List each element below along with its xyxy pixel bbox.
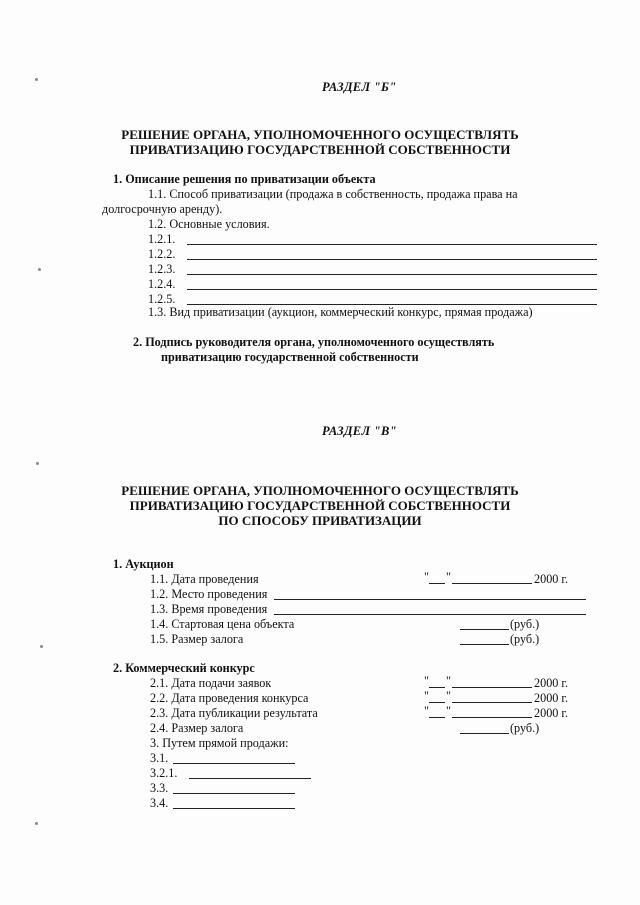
- condition-line[interactable]: [187, 244, 597, 245]
- direct-sale-item-label: 3.4.: [150, 796, 169, 810]
- direct-sale-item-field[interactable]: [173, 763, 295, 764]
- condition-label: 1.2.3.: [148, 262, 176, 276]
- open-quote: ": [424, 570, 429, 584]
- close-quote: ": [446, 570, 451, 584]
- contest-hold-day-field[interactable]: [429, 702, 445, 703]
- direct-sale-item-label: 3.1.: [150, 751, 169, 765]
- contest-title: 2. Коммерческий конкурс: [113, 661, 255, 675]
- condition-line[interactable]: [187, 289, 597, 290]
- auction-time-field[interactable]: [274, 614, 586, 615]
- section-b-heading-line1: РЕШЕНИЕ ОРГАНА, УПОЛНОМОЧЕННОГО ОСУЩЕСТВЛЯТЬ: [121, 127, 519, 142]
- direct-sale-item-field[interactable]: [173, 808, 295, 809]
- open-quote: ": [424, 689, 429, 703]
- auction-place-label: 1.2. Место проведения: [150, 587, 268, 601]
- direct-sale-item-label: 3.2.1.: [150, 766, 178, 780]
- rub-label: (руб.): [510, 632, 540, 646]
- auction-start-price-label: 1.4. Стартовая цена объекта: [150, 617, 295, 631]
- contest-publish-date-label: 2.3. Дата публикации результата: [150, 706, 318, 720]
- direct-sale-item-field[interactable]: [173, 793, 295, 794]
- condition-line[interactable]: [187, 259, 597, 260]
- open-quote: ": [424, 674, 429, 688]
- contest-apply-date-label: 2.1. Дата подачи заявок: [150, 676, 272, 690]
- close-quote: ": [446, 674, 451, 688]
- section-v-heading-line3: ПО СПОСОБУ ПРИВАТИЗАЦИИ: [218, 513, 422, 528]
- auction-day-field[interactable]: [429, 583, 445, 584]
- item1-3: 1.3. Вид приватизации (аукцион, коммерческий конкурс, прямая продажа): [148, 305, 533, 319]
- contest-hold-date-label: 2.2. Дата проведения конкурса: [150, 691, 309, 705]
- contest-hold-month-field[interactable]: [452, 702, 532, 703]
- condition-label: 1.2.4.: [148, 277, 176, 291]
- section-v-heading-line2: ПРИВАТИЗАЦИЮ ГОСУДАРСТВЕННОЙ СОБСТВЕННОСТИ: [129, 498, 511, 513]
- contest-deposit-field[interactable]: [460, 733, 509, 734]
- contest-deposit-label: 2.4. Размер залога: [150, 721, 244, 735]
- section-b-heading-line2: ПРИВАТИЗАЦИЮ ГОСУДАРСТВЕННОЙ СОБСТВЕННОСТИ: [129, 142, 511, 157]
- rub-label: (руб.): [510, 617, 540, 631]
- item2-line1: 2. Подпись руководителя органа, уполномоченного осуществлять: [133, 335, 495, 349]
- margin-mark: [36, 462, 39, 465]
- open-quote: ": [424, 704, 429, 718]
- condition-label: 1.2.2.: [148, 247, 176, 261]
- section-v-title: РАЗДЕЛ "В": [322, 424, 397, 438]
- contest-publish-day-field[interactable]: [429, 717, 445, 718]
- condition-label: 1.2.5.: [148, 292, 176, 306]
- auction-month-field[interactable]: [452, 583, 532, 584]
- condition-label: 1.2.1.: [148, 232, 176, 246]
- item1-title: 1. Описание решения по приватизации объекта: [113, 172, 376, 186]
- year-label: 2000 г.: [534, 572, 569, 586]
- rub-label: (руб.): [510, 721, 540, 735]
- margin-mark: [40, 645, 43, 648]
- auction-start-price-field[interactable]: [460, 629, 509, 630]
- year-label: 2000 г.: [534, 676, 569, 690]
- margin-mark: [38, 268, 41, 271]
- item1-2: 1.2. Основные условия.: [148, 217, 270, 231]
- section-v-heading-line1: РЕШЕНИЕ ОРГАНА, УПОЛНОМОЧЕННОГО ОСУЩЕСТВЛЯТЬ: [121, 483, 519, 498]
- margin-mark: [35, 822, 38, 825]
- year-label: 2000 г.: [534, 691, 569, 705]
- direct-sale-title: 3. Путем прямой продажи:: [150, 736, 289, 750]
- margin-mark: [35, 78, 38, 81]
- close-quote: ": [446, 689, 451, 703]
- auction-time-label: 1.3. Время проведения: [150, 602, 268, 616]
- direct-sale-item-label: 3.3.: [150, 781, 169, 795]
- section-b-title: РАЗДЕЛ "Б": [322, 80, 397, 94]
- auction-title: 1. Аукцион: [113, 557, 174, 571]
- direct-sale-item-field[interactable]: [189, 778, 311, 779]
- auction-deposit-label: 1.5. Размер залога: [150, 632, 244, 646]
- auction-place-field[interactable]: [274, 599, 586, 600]
- contest-apply-day-field[interactable]: [429, 687, 445, 688]
- condition-line[interactable]: [187, 274, 597, 275]
- auction-deposit-field[interactable]: [460, 644, 509, 645]
- auction-date-label: 1.1. Дата проведения: [150, 572, 259, 586]
- close-quote: ": [446, 704, 451, 718]
- item1-1-line2: долгосрочную аренду).: [102, 202, 223, 216]
- contest-publish-month-field[interactable]: [452, 717, 532, 718]
- item2-line2: приватизацию государственной собственности: [161, 350, 419, 364]
- item1-1-line1: 1.1. Способ приватизации (продажа в собственность, продажа права на: [148, 187, 518, 201]
- year-label: 2000 г.: [534, 706, 569, 720]
- contest-apply-month-field[interactable]: [452, 687, 532, 688]
